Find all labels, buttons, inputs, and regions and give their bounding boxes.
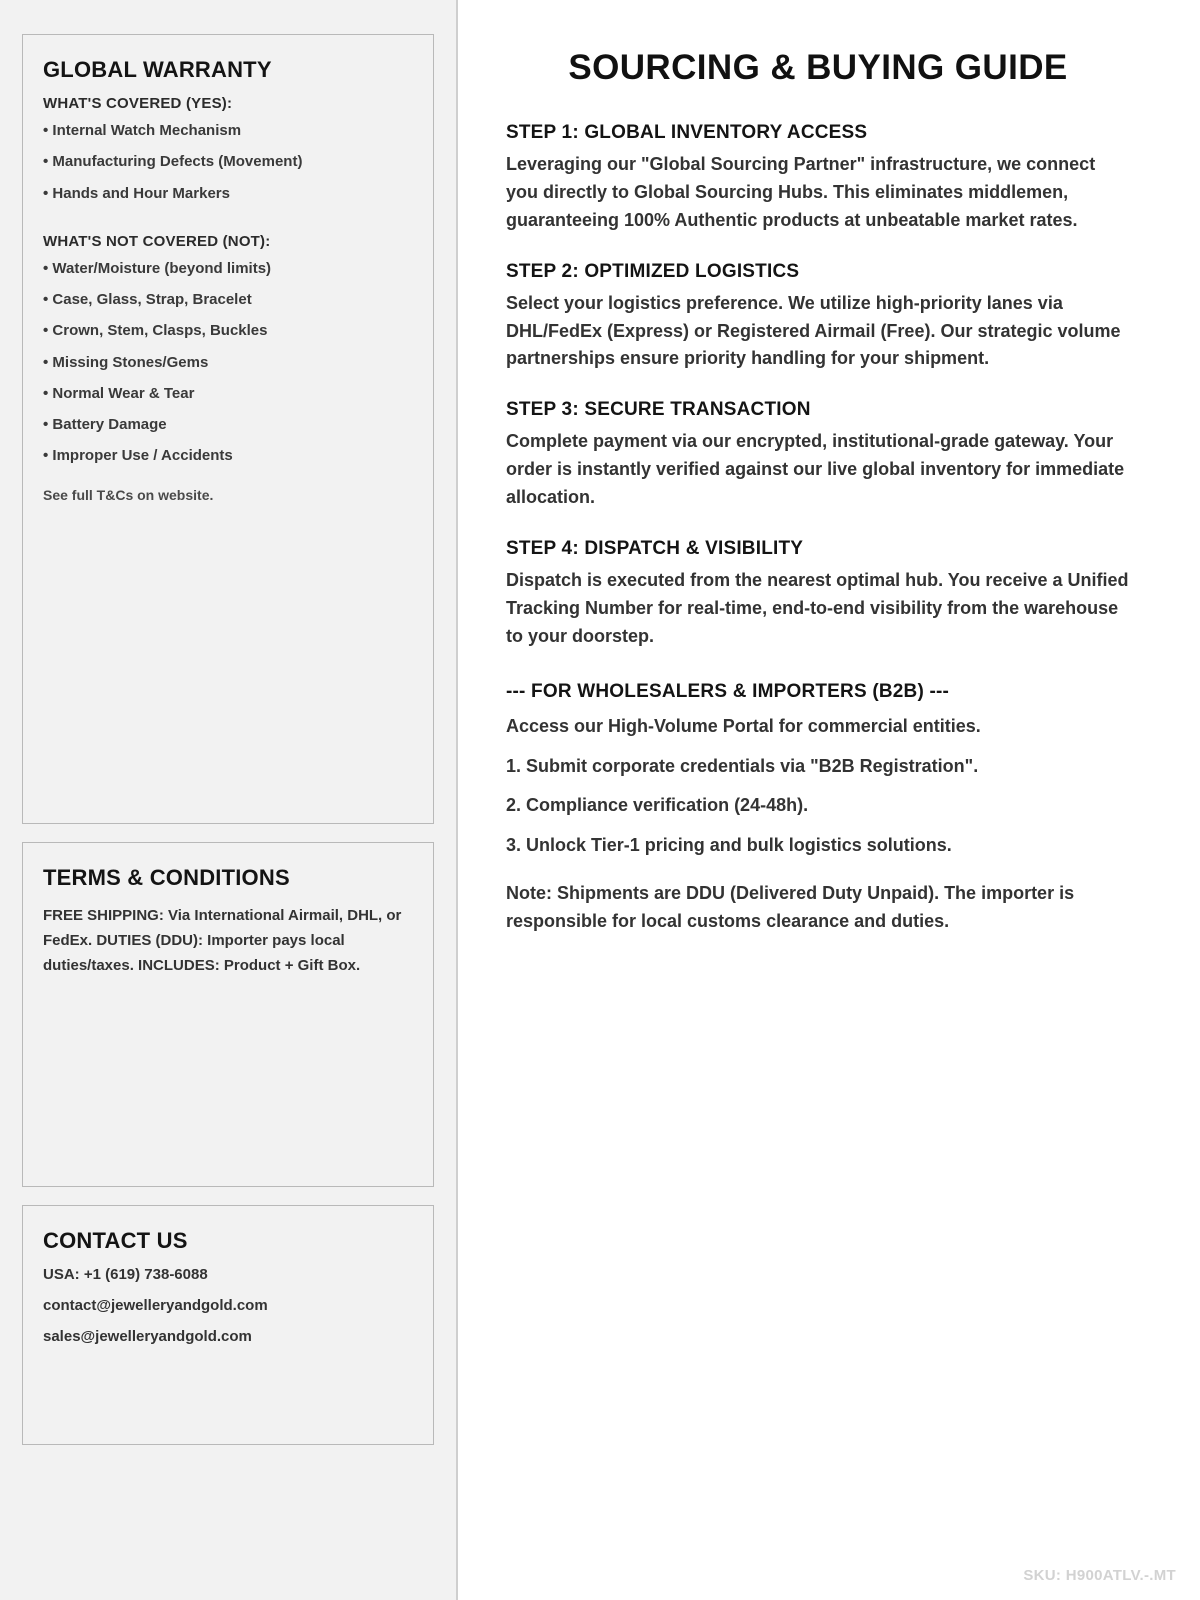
list-item: • Manufacturing Defects (Movement)	[43, 153, 303, 171]
list-item: • Hands and Hour Markers	[43, 184, 230, 202]
step-4	[506, 538, 1130, 651]
spacer	[43, 215, 413, 233]
step-1	[506, 122, 1130, 235]
list-item: • Water/Moisture (beyond limits)	[43, 259, 272, 277]
contact-panel	[22, 1205, 434, 1445]
b2b-note: Note: Shipments are DDU (Delivered Duty Unpaid). The importer is responsible for local customs clearance and duties.	[506, 883, 1075, 932]
warranty-title: GLOBAL WARRANTY	[43, 57, 272, 82]
b2b-item: 1. Submit corporate credentials via "B2B Registration".	[506, 755, 979, 776]
step-title: STEP 2: OPTIMIZED LOGISTICS	[506, 260, 800, 282]
contact-title: CONTACT US	[43, 1228, 188, 1253]
list-item: • Crown, Stem, Clasps, Buckles	[43, 322, 268, 340]
list-item: • Battery Damage	[43, 416, 167, 433]
warranty-panel	[22, 34, 434, 824]
list-item: • Improper Use / Accidents	[43, 447, 233, 465]
b2b-item: 3. Unlock Tier-1 pricing and bulk logistics solutions.	[506, 835, 952, 856]
guide-content	[458, 0, 1200, 1600]
b2b-item: 2. Compliance verification (24-48h).	[506, 795, 809, 816]
step-3	[506, 399, 1130, 512]
step-body: Complete payment via our encrypted, institutional-grade gateway. Your order is instantly verified against our live global inventory for immediate allocation.	[506, 431, 1125, 508]
page-title: SOURCING & BUYING GUIDE	[568, 48, 1068, 87]
list-item: • Case, Glass, Strap, Bracelet	[43, 291, 252, 308]
terms-title: TERMS & CONDITIONS	[43, 865, 290, 890]
step-body: Leveraging our "Global Sourcing Partner" infrastructure, we connect you directly to Global Sourcing Hubs. This eliminates middlemen, guaranteeing 100% Authentic products at unbeatable market rates.	[506, 154, 1096, 230]
step-title: STEP 3: SECURE TRANSACTION	[506, 399, 811, 421]
covered-heading: WHAT'S COVERED (YES):	[43, 95, 233, 112]
list-item: • Internal Watch Mechanism	[43, 122, 242, 139]
step-title: STEP 1: GLOBAL INVENTORY ACCESS	[506, 122, 868, 143]
covered-list	[43, 121, 413, 204]
not-covered-heading: WHAT'S NOT COVERED (NOT):	[43, 232, 271, 250]
b2b-intro: Access our High-Volume Portal for commercial entities.	[506, 715, 981, 736]
contact-phone: USA: +1 (619) 738-6088	[43, 1266, 208, 1283]
left-sidebar	[0, 0, 458, 1600]
not-covered-list	[43, 259, 413, 467]
list-item: • Missing Stones/Gems	[43, 353, 209, 371]
b2b-heading: --- FOR WHOLESALERS & IMPORTERS (B2B) ---	[506, 680, 950, 702]
contact-email-sales: sales@jewelleryandgold.com	[43, 1328, 252, 1345]
contact-email-primary: contact@jewelleryandgold.com	[43, 1297, 268, 1314]
warranty-footer-note: See full T&Cs on website.	[43, 486, 214, 503]
terms-body: FREE SHIPPING: Via International Airmail, DHL, or FedEx. DUTIES (DDU): Importer pays local duties/taxes. INCLUDES: Product + Gift Box.	[43, 907, 402, 975]
sku-label: SKU: H900ATLV.-.MT	[1023, 1567, 1176, 1584]
step-2	[506, 261, 1130, 374]
terms-panel	[22, 842, 434, 1187]
list-item: • Normal Wear & Tear	[43, 384, 195, 402]
step-title: STEP 4: DISPATCH & VISIBILITY	[506, 538, 804, 560]
step-body: Select your logistics preference. We utilize high-priority lanes via DHL/FedEx (Express) or Registered Airmail (Free). Our strategic volume partnerships ensure priority handling for your shipment.	[506, 292, 1121, 369]
step-body: Dispatch is executed from the nearest optimal hub. You receive a Unified Tracking Number for real-time, end-to-end visibility from the warehouse to your doorstep.	[506, 570, 1129, 646]
